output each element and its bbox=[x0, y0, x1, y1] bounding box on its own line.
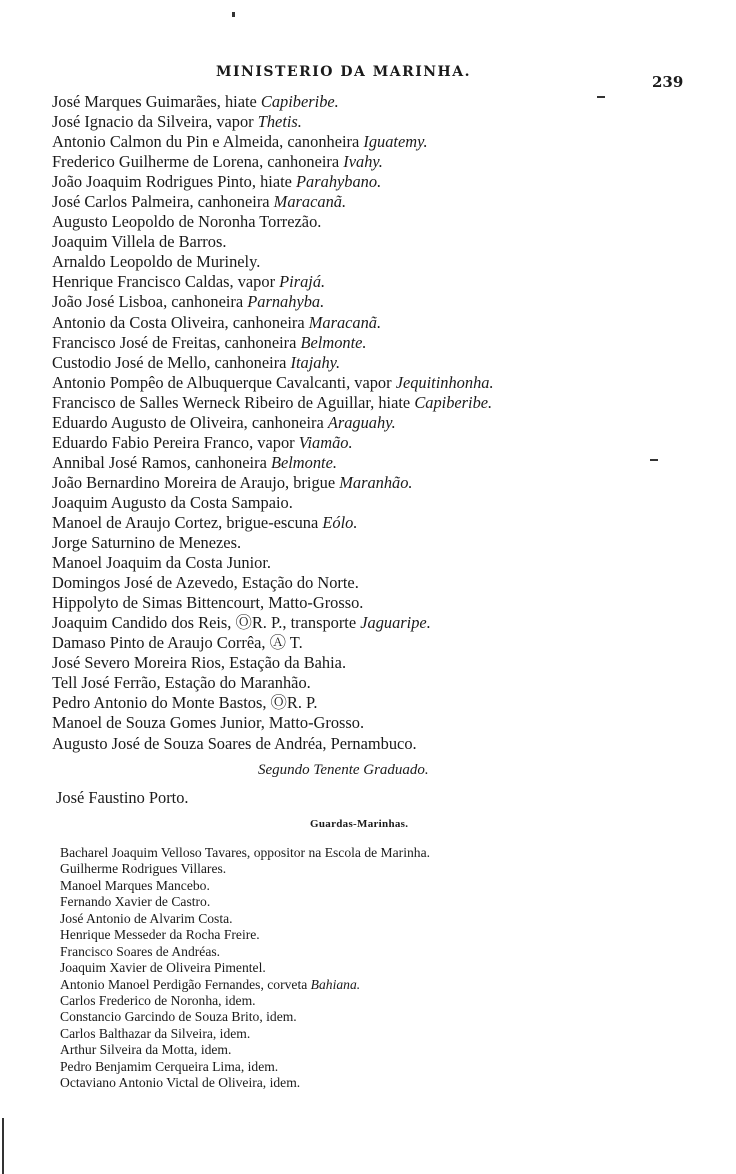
rank-heading: Segundo Tenente Graduado. bbox=[258, 762, 429, 778]
list-item bbox=[52, 673, 712, 693]
list-item bbox=[52, 232, 712, 252]
entry-text: Joaquim Candido dos Reis, ⓄR. P., transporte bbox=[52, 613, 361, 633]
ship-name: Parahybano. bbox=[296, 172, 382, 192]
list-item: José Faustino Porto. bbox=[56, 788, 189, 807]
ship-name: Thetis. bbox=[257, 112, 302, 132]
list-item bbox=[52, 553, 712, 573]
entry-text: Eduardo Augusto de Oliveira, canhoneira bbox=[52, 412, 328, 432]
list-item bbox=[52, 493, 712, 513]
entry-text: Constancio Garcindo de Souza Brito, idem. bbox=[60, 1009, 297, 1025]
entry-text: Joaquim Augusto da Costa Sampaio. bbox=[52, 492, 293, 512]
list-item bbox=[52, 333, 712, 353]
list-item bbox=[60, 1059, 700, 1075]
ship-name: Maracanã. bbox=[308, 312, 382, 332]
ship-name: Bahiana. bbox=[310, 976, 361, 992]
entry-text: João Bernardino Moreira de Araujo, brigue bbox=[52, 472, 340, 492]
list-item bbox=[60, 845, 700, 861]
entry-text: Joaquim Villela de Barros. bbox=[52, 232, 227, 252]
list-item bbox=[52, 292, 712, 312]
ship-name: Pirajá. bbox=[279, 272, 326, 292]
entry-text: Domingos José de Azevedo, Estação do Norte. bbox=[52, 573, 359, 593]
ship-name: Parnahyba. bbox=[247, 292, 325, 312]
list-item bbox=[60, 993, 700, 1009]
entry-text: Manoel Marques Mancebo. bbox=[60, 877, 210, 893]
entry-text: Jorge Saturnino de Menezes. bbox=[52, 533, 242, 553]
ink-speck bbox=[232, 12, 235, 17]
entry-text: Annibal José Ramos, canhoneira bbox=[52, 452, 271, 472]
entry-text: José Severo Moreira Rios, Estação da Bahia. bbox=[52, 653, 347, 673]
entry-text: Antonio Manoel Perdigão Fernandes, corveta bbox=[60, 976, 311, 992]
list-item bbox=[52, 92, 712, 112]
page-edge-line bbox=[2, 1118, 4, 1174]
list-item bbox=[60, 1009, 700, 1025]
ship-name: Itajahy. bbox=[290, 352, 341, 372]
list-item bbox=[52, 453, 712, 473]
entry-text: Antonio Pompêo de Albuquerque Cavalcanti, vapor bbox=[52, 372, 396, 392]
list-item bbox=[52, 112, 712, 132]
list-item bbox=[52, 132, 712, 152]
list-item bbox=[52, 413, 712, 433]
entry-text: Damaso Pinto de Araujo Corrêa, Ⓐ T. bbox=[52, 633, 303, 653]
list-item bbox=[52, 152, 712, 172]
entry-text: Augusto José de Souza Soares de Andréa, Pernambuco. bbox=[52, 733, 417, 753]
entry-text: Bacharel Joaquim Velloso Tavares, oppositor na Escola de Marinha. bbox=[60, 845, 431, 860]
list-item bbox=[52, 573, 712, 593]
list-item bbox=[52, 633, 712, 653]
entry-text: Carlos Balthazar da Silveira, idem. bbox=[60, 1025, 251, 1041]
list-item bbox=[52, 393, 712, 413]
ship-name: Araguahy. bbox=[327, 412, 396, 432]
entry-text: João José Lisboa, canhoneira bbox=[52, 292, 248, 312]
entry-text: José Antonio de Alvarim Costa. bbox=[60, 910, 233, 926]
section-heading: Guardas-Marinhas. bbox=[310, 818, 409, 830]
list-item bbox=[52, 212, 712, 232]
list-item bbox=[52, 373, 712, 393]
list-item bbox=[52, 533, 712, 553]
entry-text: Frederico Guilherme de Lorena, canhoneira bbox=[52, 152, 344, 172]
entry-text: Arthur Silveira da Motta, idem. bbox=[60, 1042, 232, 1058]
ship-name: Capiberibe. bbox=[260, 92, 339, 111]
entry-text: Octaviano Antonio Victal de Oliveira, idem. bbox=[60, 1075, 301, 1091]
entry-text: Hippolyto de Simas Bittencourt, Matto-Grosso. bbox=[52, 593, 364, 613]
list-item bbox=[52, 473, 712, 493]
list-item bbox=[52, 192, 712, 212]
list-item bbox=[52, 713, 712, 733]
entry-text: João Joaquim Rodrigues Pinto, hiate bbox=[52, 172, 297, 192]
entry-text: Fernando Xavier de Castro. bbox=[60, 894, 211, 910]
list-item bbox=[52, 313, 712, 333]
entry-text: Henrique Francisco Caldas, vapor bbox=[52, 272, 280, 292]
list-item bbox=[52, 513, 712, 533]
entry-text: Joaquim Xavier de Oliveira Pimentel. bbox=[60, 960, 266, 976]
entry-text: Henrique Messeder da Rocha Freire. bbox=[60, 927, 260, 943]
ship-name: Ivahy. bbox=[343, 152, 383, 172]
list-item bbox=[60, 878, 700, 894]
ship-name: Belmonte. bbox=[300, 332, 367, 352]
officers-list bbox=[52, 92, 712, 754]
ship-name: Jaguaripe. bbox=[360, 613, 431, 633]
ship-name: Maracanã. bbox=[273, 192, 347, 212]
list-item bbox=[60, 1042, 700, 1058]
list-item bbox=[52, 433, 712, 453]
list-item bbox=[60, 911, 700, 927]
list-item bbox=[52, 172, 712, 192]
entry-text: Carlos Frederico de Noronha, idem. bbox=[60, 992, 256, 1008]
list-item bbox=[52, 734, 712, 754]
list-item bbox=[52, 653, 712, 673]
entry-text: Manoel Joaquim da Costa Junior. bbox=[52, 553, 271, 573]
entry-text: Eduardo Fabio Pereira Franco, vapor bbox=[52, 432, 299, 452]
entry-text: Tell José Ferrão, Estação do Maranhão. bbox=[52, 673, 311, 693]
entry-text: José Marques Guimarães, hiate bbox=[52, 92, 261, 111]
list-item bbox=[60, 894, 700, 910]
entry-text: Custodio José de Mello, canhoneira bbox=[52, 352, 291, 372]
list-item bbox=[52, 593, 712, 613]
entry-text: Pedro Benjamim Cerqueira Lima, idem. bbox=[60, 1058, 279, 1074]
entry-text: Francisco de Salles Werneck Ribeiro de Aguillar, hiate bbox=[52, 392, 415, 412]
list-item bbox=[52, 252, 712, 272]
list-item bbox=[52, 693, 712, 713]
page-number: 239 bbox=[652, 73, 684, 91]
list-item bbox=[60, 861, 700, 877]
entry-text: Manoel de Souza Gomes Junior, Matto-Grosso. bbox=[52, 713, 365, 733]
ship-name: Belmonte. bbox=[270, 452, 337, 472]
entry-text: Arnaldo Leopoldo de Murinely. bbox=[52, 252, 261, 272]
entry-text: José Carlos Palmeira, canhoneira bbox=[52, 192, 274, 212]
entry-text: Guilherme Rodrigues Villares. bbox=[60, 861, 227, 877]
entry-text: Augusto Leopoldo de Noronha Torrezão. bbox=[52, 212, 322, 232]
entry-text: Francisco José de Freitas, canhoneira bbox=[52, 332, 301, 352]
list-item bbox=[52, 613, 712, 633]
list-item bbox=[60, 944, 700, 960]
entry-text: José Ignacio da Silveira, vapor bbox=[52, 112, 258, 132]
midshipmen-list bbox=[60, 845, 700, 1092]
ship-name: Eólo. bbox=[322, 512, 358, 532]
entry-text: Antonio da Costa Oliveira, canhoneira bbox=[52, 312, 309, 332]
list-item bbox=[60, 977, 700, 993]
list-item bbox=[52, 272, 712, 292]
list-item bbox=[60, 927, 700, 943]
list-item bbox=[60, 960, 700, 976]
ship-name: Capiberibe. bbox=[414, 392, 493, 412]
ship-name: Viamão. bbox=[298, 432, 353, 452]
ship-name: Maranhão. bbox=[339, 472, 413, 492]
list-item bbox=[60, 1075, 700, 1091]
list-item bbox=[52, 353, 712, 373]
ship-name: Jequitinhonha. bbox=[395, 372, 494, 392]
entry-text: Pedro Antonio do Monte Bastos, ⓄR. P. bbox=[52, 693, 318, 713]
entry-text: Manoel de Araujo Cortez, brigue-escuna bbox=[52, 512, 323, 532]
page-title: MINISTERIO DA MARINHA. bbox=[216, 64, 472, 80]
entry-text: Francisco Soares de Andréas. bbox=[60, 943, 221, 959]
ship-name: Iguatemy. bbox=[363, 132, 428, 152]
list-item bbox=[60, 1026, 700, 1042]
entry-text: Antonio Calmon du Pin e Almeida, canonheira bbox=[52, 132, 364, 152]
